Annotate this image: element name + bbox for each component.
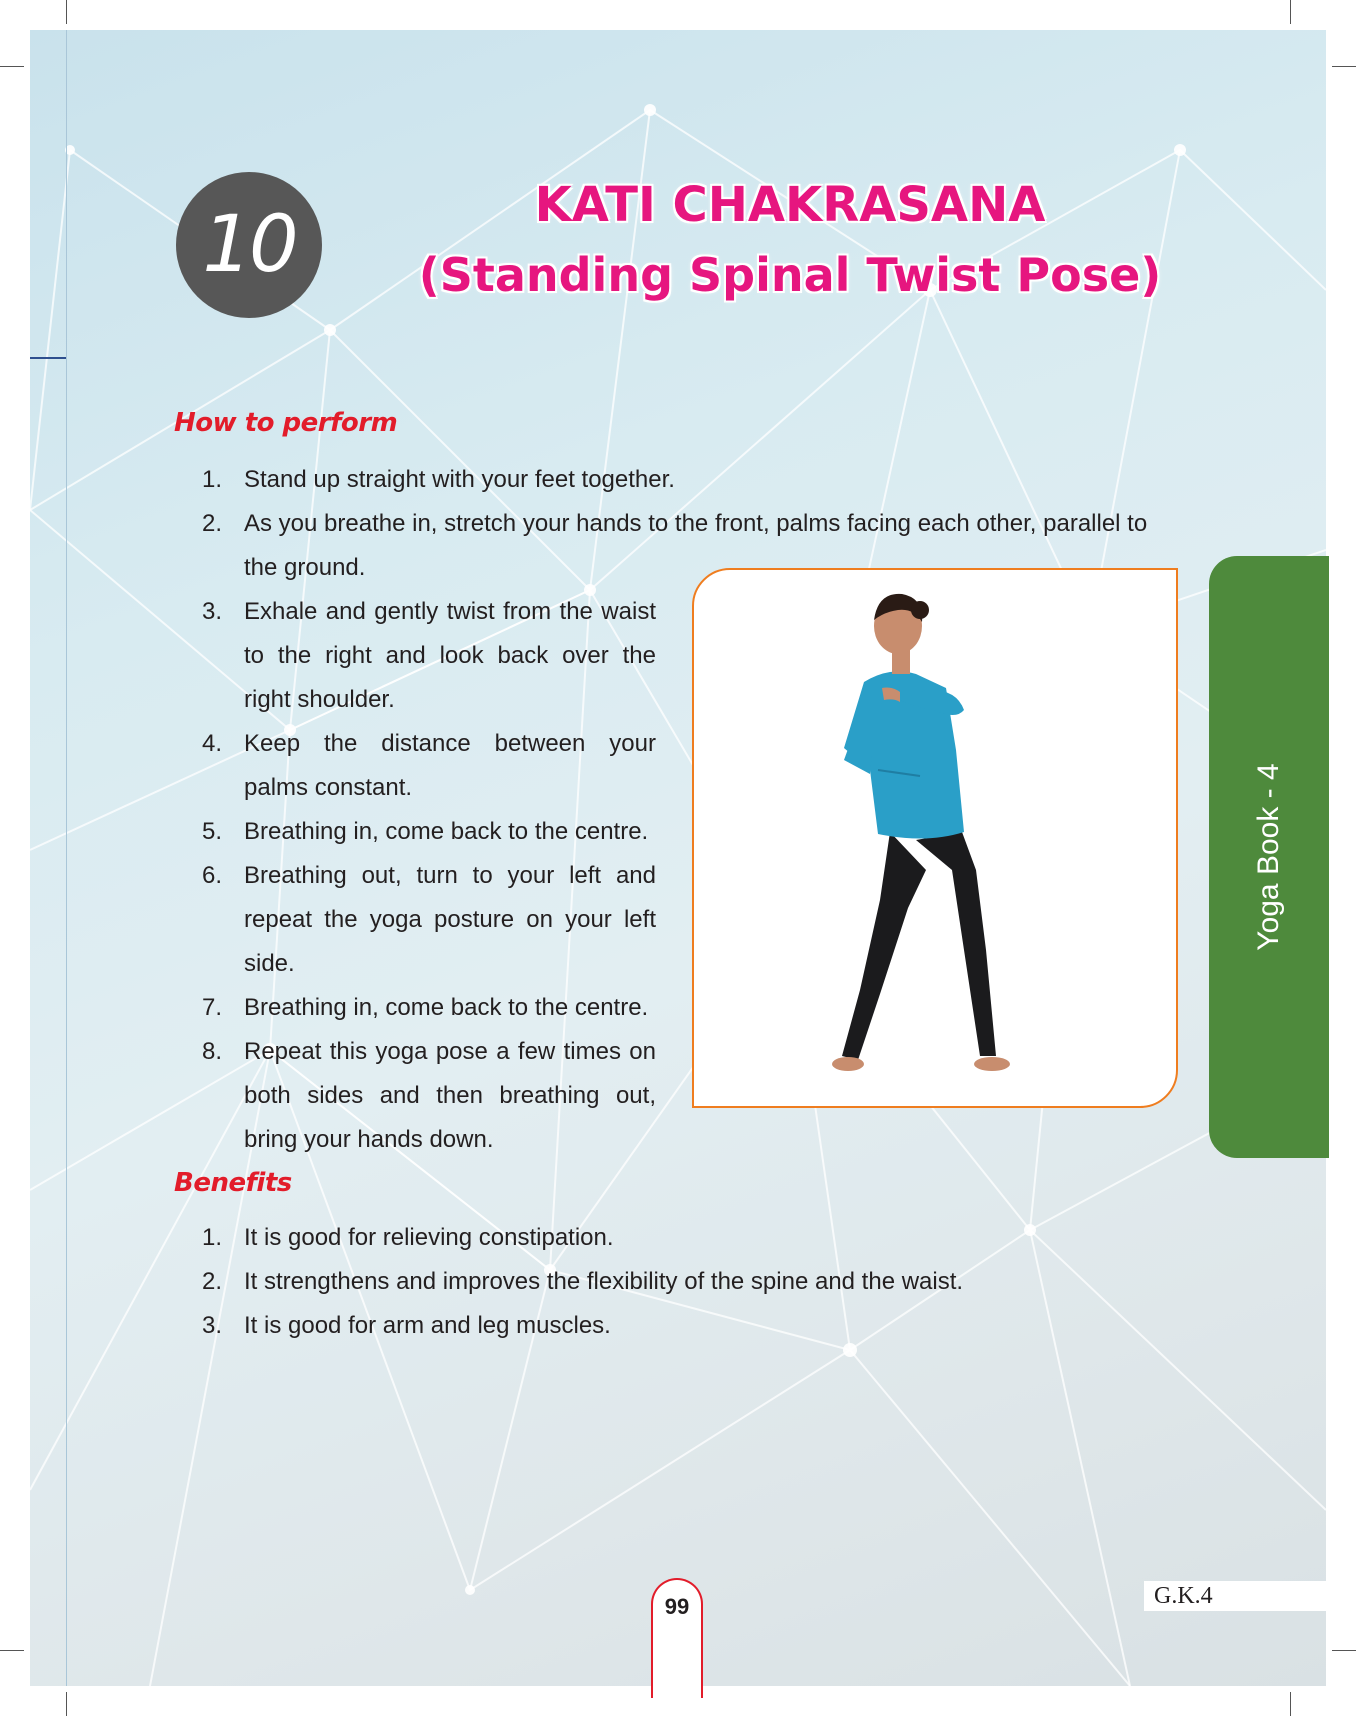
benefit-text: It is good for relieving constipation. (244, 1224, 614, 1251)
list-item (190, 1260, 1184, 1304)
crop-mark (0, 1650, 24, 1651)
benefit-number: 2. (201, 1268, 222, 1295)
crop-mark (66, 1692, 67, 1716)
step-number: 5. (201, 818, 222, 845)
list-item (190, 458, 1184, 502)
list-item (190, 1304, 1184, 1348)
crop-mark (1332, 1650, 1356, 1651)
pose-photo (692, 568, 1178, 1108)
benefit-text: It strengthens and improves the flexibility of the spine and the waist. (244, 1268, 964, 1295)
step-text: Repeat this yoga pose a few times on both sides and then breathing out, bring your hands down. (244, 1038, 656, 1153)
benefit-number: 3. (201, 1312, 222, 1339)
crop-mark (0, 66, 24, 67)
step-number: 4. (201, 730, 222, 757)
chapter-number: 10 (202, 200, 296, 290)
benefit-text: It is good for arm and leg muscles. (244, 1312, 611, 1339)
yoga-figure-illustration (694, 570, 1176, 1106)
crop-mark (1332, 66, 1356, 67)
benefit-number: 1. (201, 1224, 222, 1251)
title-line-2: (Standing Spinal Twist Pose) (418, 248, 1162, 302)
crop-mark (1290, 0, 1291, 24)
step-text: Exhale and gently twist from the waist to the right and look back over the right shoulder. (244, 598, 656, 713)
step-number: 2. (201, 510, 222, 537)
margin-line (66, 30, 67, 1686)
how-to-perform-heading: How to perform (174, 408, 398, 438)
step-text: Stand up straight with your feet together. (244, 466, 675, 493)
list-item (190, 1216, 1184, 1260)
crop-mark (66, 0, 67, 24)
step-text: Breathing in, come back to the centre. (244, 994, 649, 1021)
step-number: 6. (201, 862, 222, 889)
page-number-tab (651, 1578, 703, 1698)
crop-mark (1290, 1692, 1291, 1716)
step-number: 7. (201, 994, 222, 1021)
side-tab (1209, 556, 1329, 1158)
step-number: 1. (201, 466, 222, 493)
chapter-number-badge (176, 172, 322, 318)
step-text: Breathing in, come back to the centre. (244, 818, 649, 845)
benefits-list (190, 1216, 1184, 1348)
book-code: G.K.4 (1154, 1583, 1213, 1609)
title-line-1: KATI CHAKRASANA (534, 177, 1046, 233)
margin-marker (30, 357, 66, 359)
step-text: Breathing out, turn to your left and repeat the yoga posture on your left side. (244, 862, 656, 977)
step-text: Keep the distance between your palms constant. (244, 730, 656, 801)
side-tab-label: Yoga Book - 4 (1252, 763, 1285, 951)
chapter-title (410, 172, 1170, 312)
benefits-heading: Benefits (174, 1168, 292, 1198)
step-number: 8. (201, 1038, 222, 1065)
page-number: 99 (664, 1594, 690, 1619)
step-text: As you breathe in, stretch your hands to the front, palms facing each other, parallel to the ground. (244, 510, 1148, 581)
step-number: 3. (201, 598, 222, 625)
book-code-box (1144, 1581, 1326, 1611)
